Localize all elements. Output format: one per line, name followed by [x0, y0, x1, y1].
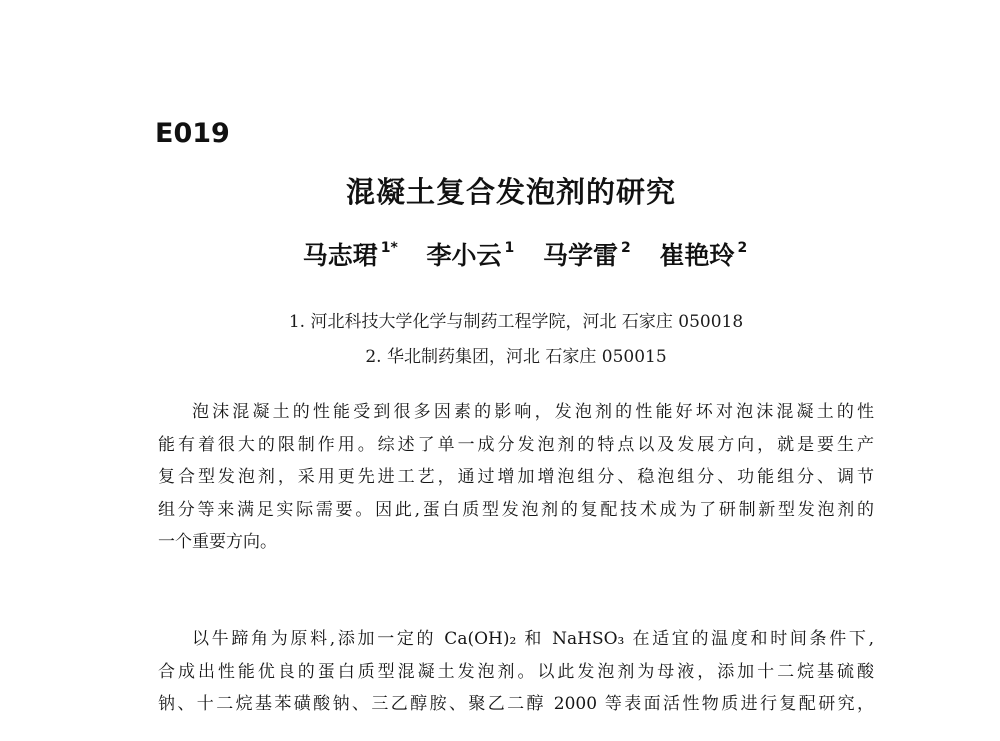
- author-name: 李小云: [426, 241, 502, 270]
- text-line: 以牛蹄角为原料,添加一定的 Ca(OH)₂ 和 NaHSO₃ 在适宜的温度和时间条件下,: [192, 629, 874, 649]
- text-line: 能有着很大的限制作用。综述了单一成分发泡剂的特点以及发展方向，就是要生产: [158, 434, 874, 455]
- author-affiliation-mark: 1: [504, 240, 515, 256]
- paper-title: 混凝土复合发泡剂的研究: [345, 175, 676, 209]
- paper-code: E019: [155, 118, 230, 149]
- author-list: [0, 230, 1000, 274]
- text-line: 钠、十二烷基苯磺酸钠、三乙醇胺、聚乙二醇 2000 等表面活性物质进行复配研究，: [158, 694, 874, 714]
- author-4: [660, 230, 748, 274]
- author-affiliation-mark: 2: [737, 240, 748, 256]
- author-1: [303, 230, 398, 274]
- author-affiliation-mark: 2: [621, 240, 631, 256]
- author-2: [427, 230, 515, 274]
- affiliation-1: 1. 河北科技大学化学与制药工程学院，河北 石家庄 050018: [288, 312, 744, 332]
- text-line: 复合型发泡剂，采用更先进工艺，通过增加增泡组分、稳泡组分、功能组分、调节: [158, 467, 874, 487]
- text-line: 合成出性能优良的蛋白质型混凝土发泡剂。以此发泡剂为母液，添加十二烷基硫酸: [158, 661, 874, 682]
- author-name: 崔艳玲: [659, 241, 735, 270]
- affiliation-2: 2. 华北制药集团，河北 石家庄 050015: [365, 347, 667, 367]
- author-name: 马志珺: [302, 241, 378, 270]
- author-3: [543, 230, 631, 274]
- text-line: 组分等来满足实际需要。因此,蛋白质型发泡剂的复配技术成为了研制新型发泡剂的: [158, 499, 874, 520]
- abstract-paragraph-1: [158, 396, 874, 559]
- author-affiliation-mark: 1*: [380, 240, 398, 256]
- author-name: 马学雷: [543, 241, 619, 270]
- text-line: 泡沫混凝土的性能受到很多因素的影响，发泡剂的性能好坏对泡沫混凝土的性: [192, 402, 874, 422]
- text-line: 一个重要方向。: [158, 532, 277, 552]
- abstract-paragraph-2: [158, 623, 874, 721]
